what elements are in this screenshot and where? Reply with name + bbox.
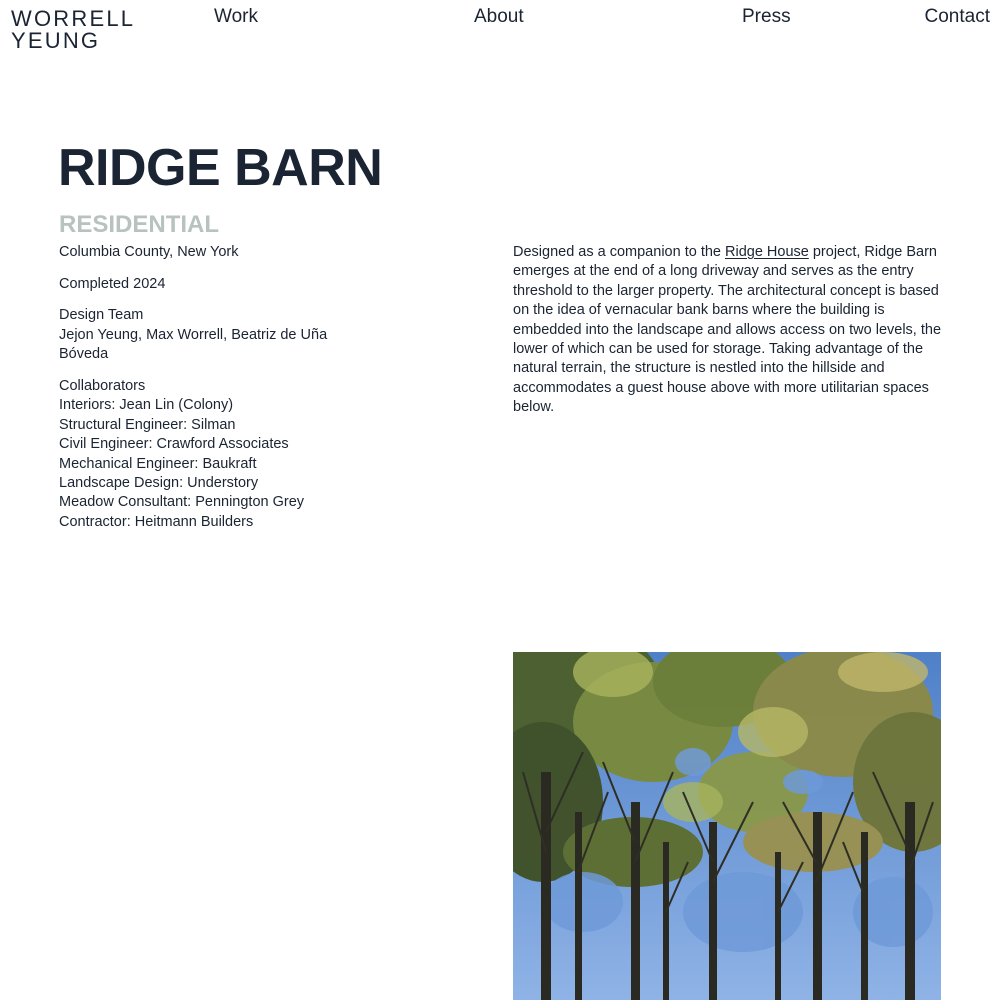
collaborator-item: Civil Engineer: Crawford Associates	[59, 436, 289, 453]
tree-canopy-image	[513, 652, 941, 1000]
collaborators-heading: Collaborators	[59, 377, 146, 394]
project-photo	[513, 652, 941, 1000]
collaborator-item: Mechanical Engineer: Baukraft	[59, 455, 257, 472]
nav-about[interactable]: About	[474, 6, 524, 27]
collaborator-item: Landscape Design: Understory	[59, 474, 259, 491]
description-text-after: project, Ridge Barn emerges at the end of a long driveway and serves as the entry threshold to the larger property. The architectural concept is based on the idea of vernacular bank barns where the building is embedded into the landscape and allows access on two levels, the lower of which can be used for storage. Taking advantage of the natural terrain, the structure is nestled into the hillside and accommodates a guest house above with more utilitarian spaces below.	[513, 244, 942, 416]
collaborator-item: Contractor: Heitmann Builders	[59, 513, 254, 530]
project-meta	[59, 243, 329, 544]
project-title: RIDGE BARN	[58, 139, 383, 197]
nav-press[interactable]: Press	[742, 6, 791, 27]
logo-link[interactable]	[11, 8, 135, 52]
nav-work[interactable]: Work	[214, 6, 258, 27]
design-team-section	[59, 306, 329, 364]
design-team-members: Jejon Yeung, Max Worrell, Beatriz de Uña Bóveda	[59, 326, 328, 363]
ridge-house-link[interactable]: Ridge House	[725, 244, 809, 260]
nav-contact[interactable]: Contact	[924, 6, 990, 27]
project-completed: Completed 2024	[59, 275, 166, 292]
logo-line-1: WORRELL	[11, 6, 136, 31]
description-text-before: Designed as a companion to the	[513, 244, 725, 260]
collaborator-item: Meadow Consultant: Pennington Grey	[59, 494, 305, 511]
collaborator-item: Interiors: Jean Lin (Colony)	[59, 397, 234, 414]
collaborators-section	[59, 377, 329, 532]
project-description	[513, 243, 943, 418]
project-category: RESIDENTIAL	[59, 211, 220, 238]
design-team-heading: Design Team	[59, 307, 144, 324]
project-location: Columbia County, New York	[59, 244, 239, 260]
logo-line-2: YEUNG	[11, 28, 101, 53]
collaborator-item: Structural Engineer: Silman	[59, 416, 236, 433]
